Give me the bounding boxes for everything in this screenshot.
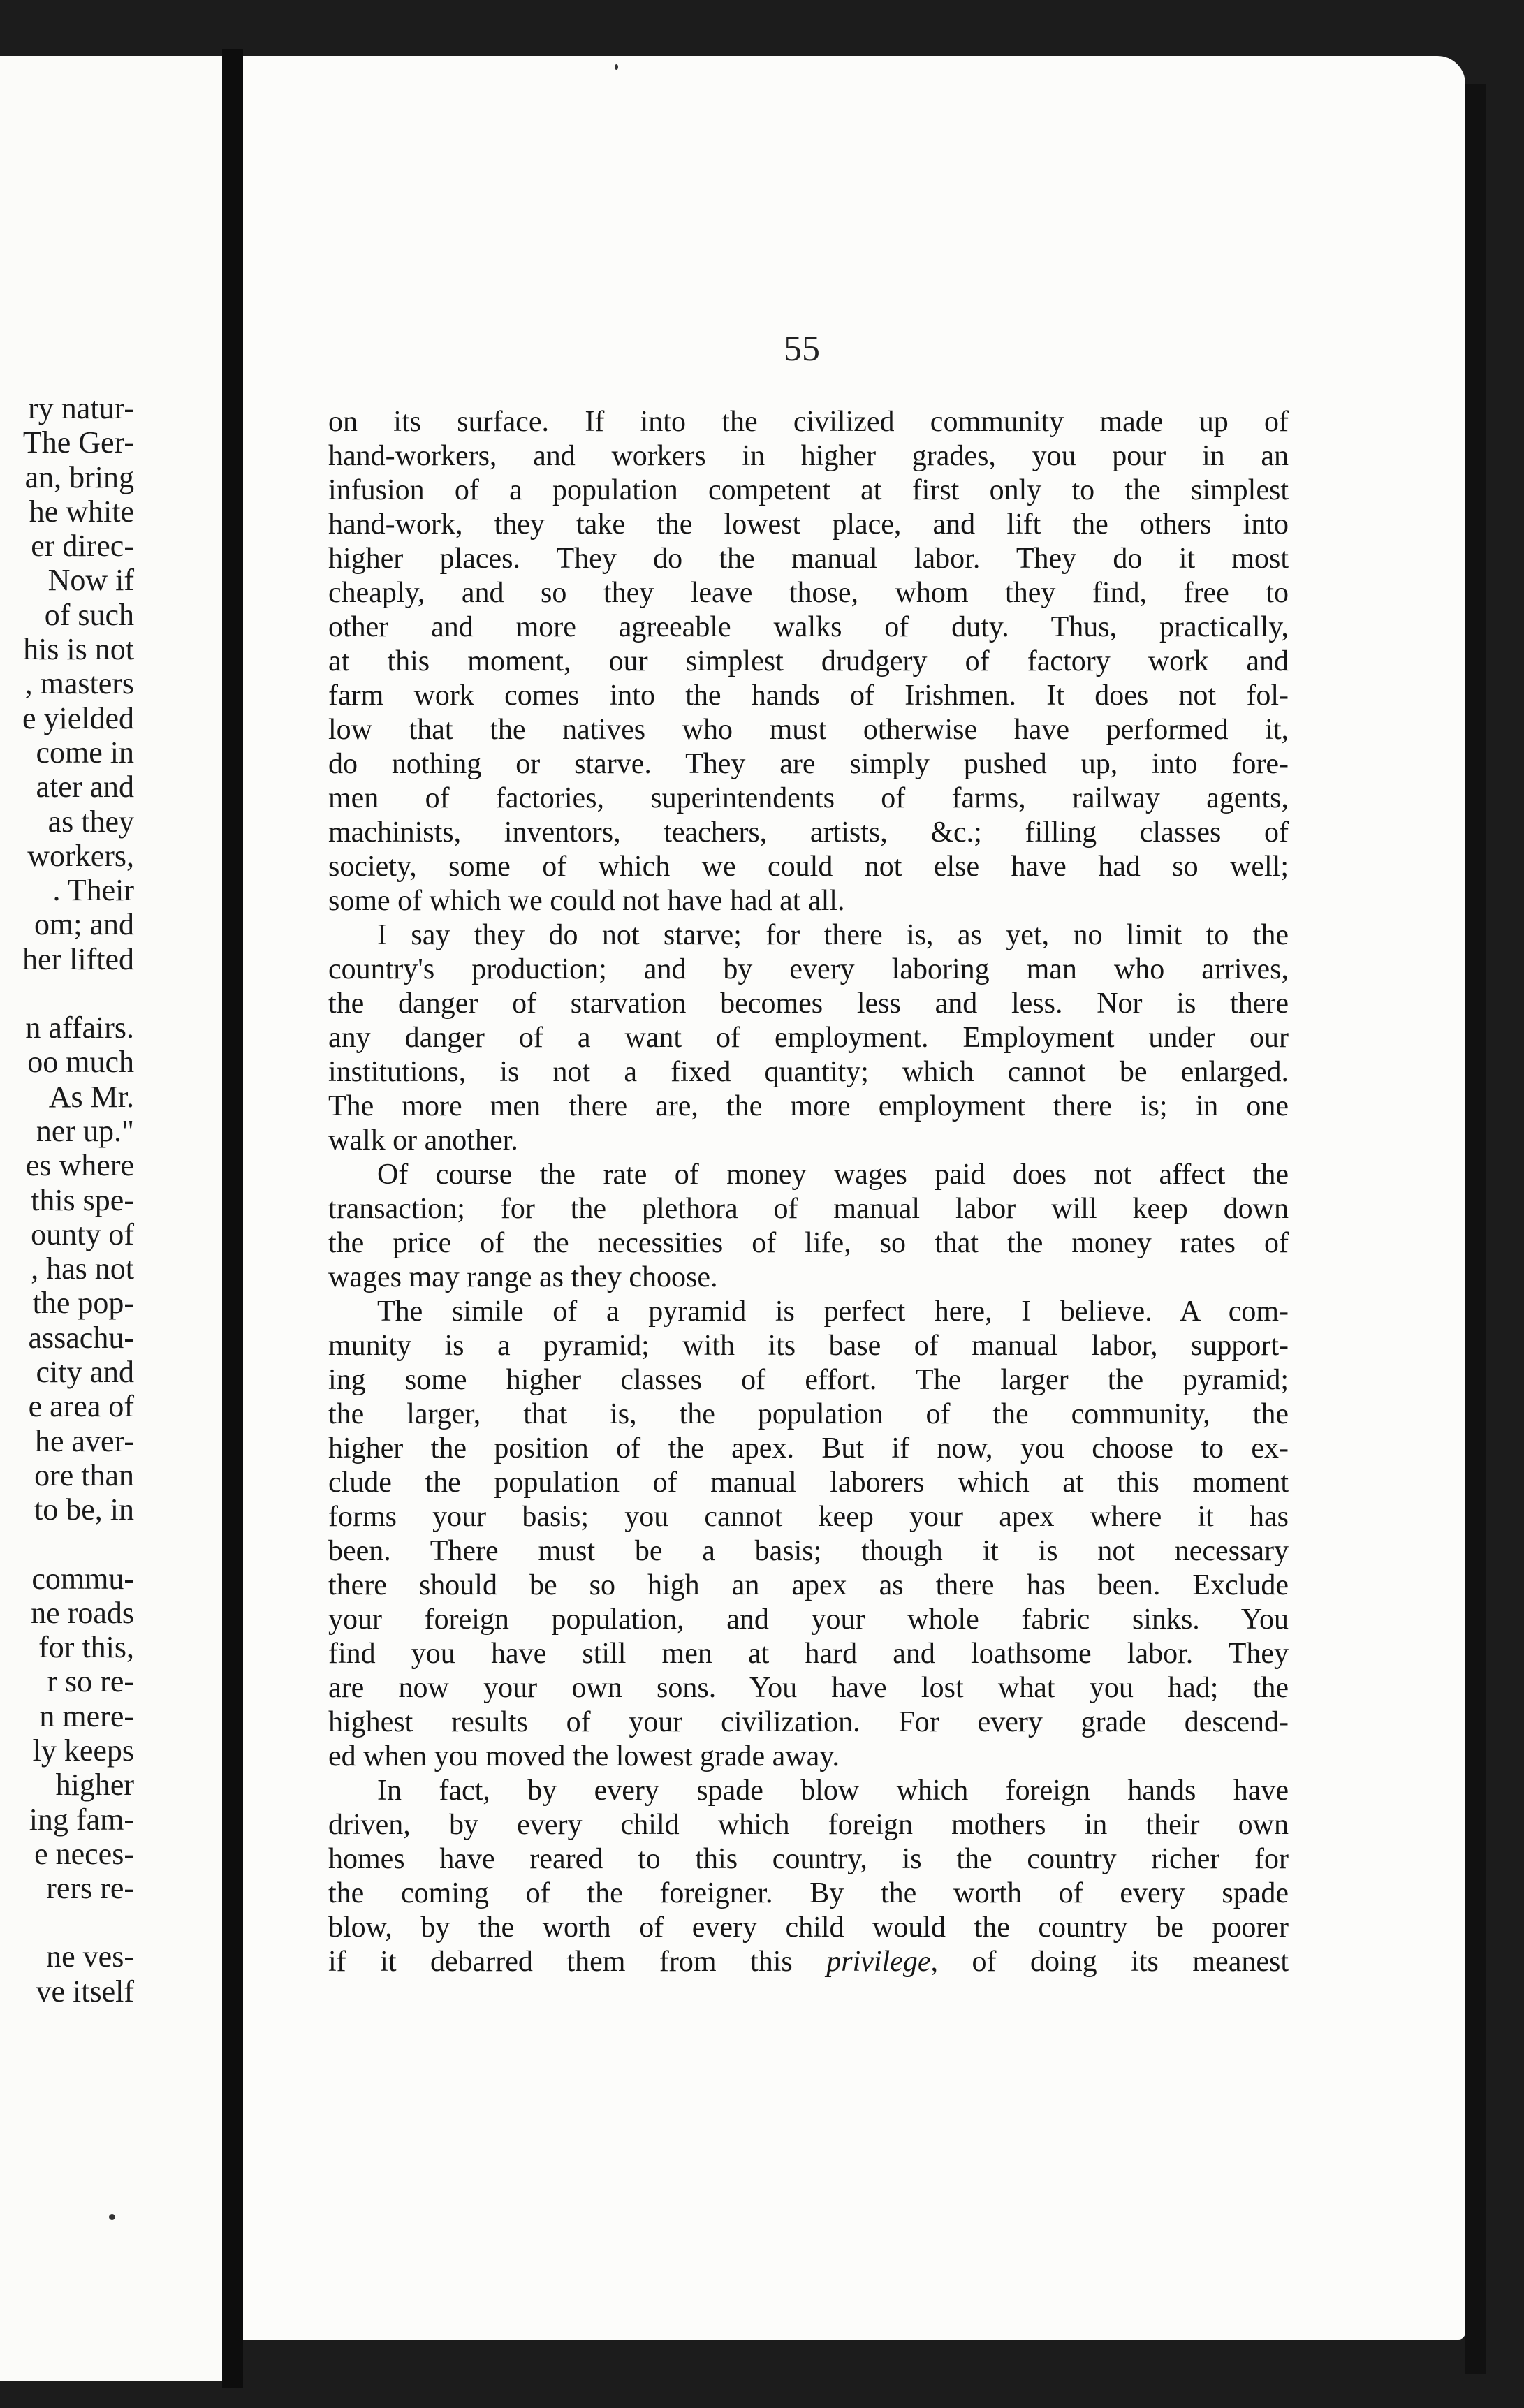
left-page-line: es where — [25, 1148, 134, 1183]
body-line: The simile of a pyramid is perfect here, I believe. A com- — [377, 1295, 1289, 1328]
ink-speck — [615, 64, 618, 70]
body-line: other and more agreeable walks of duty. Thus, practically, — [328, 611, 1289, 643]
final-line-start: if it debarred them from this — [328, 1946, 827, 1978]
left-page-line: oo much — [27, 1045, 134, 1080]
left-page-line: to be, in — [34, 1492, 134, 1527]
left-page-text — [0, 391, 134, 2009]
left-page-line: he white — [29, 494, 134, 529]
body-line: some of which we could not have had at all. — [328, 885, 845, 917]
left-page-line: ly keeps — [32, 1733, 134, 1768]
body-line: hand-work, they take the lowest place, and lift the others into — [328, 508, 1289, 541]
body-line: I say they do not starve; for there is, as yet, no limit to the — [377, 919, 1289, 951]
body-line: walk or another. — [328, 1124, 518, 1157]
left-page-line: ounty of — [31, 1217, 134, 1251]
left-page-line: e yielded — [22, 700, 134, 735]
body-line: there should be so high an apex as there has been. Exclude — [328, 1569, 1289, 1601]
left-page-line: ner up." — [36, 1113, 134, 1148]
left-page-line: this spe- — [31, 1182, 134, 1217]
left-page-line: rers re- — [46, 1871, 134, 1906]
body-line: farm work comes into the hands of Irishmen. It does not fol- — [328, 680, 1289, 712]
body-line: the price of the necessities of life, so that the money rates of — [328, 1227, 1289, 1259]
body-line: homes have reared to this country, is the country richer for — [328, 1843, 1289, 1875]
left-page-line: om; and — [34, 907, 134, 942]
body-line: find you have still men at hard and loathsome labor. They — [328, 1638, 1289, 1670]
body-line: at this moment, our simplest drudgery of factory work and — [328, 645, 1289, 677]
left-page-line: , has not — [31, 1251, 134, 1286]
body-line: infusion of a population competent at first only to the simplest — [328, 474, 1289, 506]
body-line: Of course the rate of money wages paid does not affect the — [377, 1159, 1289, 1191]
body-line: blow, by the worth of every child would the country be poorer — [328, 1911, 1289, 1944]
left-page-line: ne roads — [31, 1595, 134, 1630]
left-page-line: for this, — [38, 1630, 134, 1665]
body-line: ed when you moved the lowest grade away. — [328, 1740, 840, 1772]
body-line-final — [328, 1945, 1289, 1979]
body-line: transaction; for the plethora of manual labor will keep down — [328, 1193, 1289, 1225]
body-line: on its surface. If into the civilized community made up of — [328, 406, 1289, 438]
left-page-line — [0, 1905, 134, 1939]
left-page-line: her lifted — [22, 941, 134, 976]
body-line: machinists, inventors, teachers, artists, &c.; filling classes of — [328, 816, 1289, 849]
body-line: your foreign population, and your whole fabric sinks. You — [328, 1603, 1289, 1636]
body-line: munity is a pyramid; with its base of manual labor, support- — [328, 1330, 1289, 1362]
body-line: forms your basis; you cannot keep your apex where it has — [328, 1501, 1289, 1533]
body-line: higher places. They do the manual labor. They do it most — [328, 543, 1289, 575]
left-page-line: of such — [44, 597, 134, 632]
left-page-line: city and — [36, 1355, 134, 1390]
left-page-line: Now if — [47, 563, 134, 598]
left-page-line: ne ves- — [46, 1939, 134, 1974]
left-page-line: come in — [36, 735, 134, 770]
left-page-line: ater and — [36, 770, 134, 805]
body-line: the danger of starvation becomes less and less. Nor is there — [328, 988, 1289, 1020]
left-page-line: , masters — [24, 666, 134, 701]
left-page-line — [0, 1527, 134, 1562]
body-line: the larger, that is, the population of the community, the — [328, 1398, 1289, 1430]
body-line: cheaply, and so they leave those, whom they find, free to — [328, 577, 1289, 609]
book-gutter — [222, 49, 243, 2388]
body-line: hand-workers, and workers in higher grades, you pour in an — [328, 440, 1289, 472]
left-page-line: ore than — [34, 1458, 134, 1492]
left-page-line: the pop- — [32, 1286, 134, 1321]
left-page-line: n affairs. — [25, 1011, 134, 1045]
body-line: do nothing or starve. They are simply pushed up, into fore- — [328, 748, 1289, 780]
italic-word: privilege — [826, 1946, 931, 1978]
left-page-line: higher — [55, 1768, 134, 1803]
body-line: any danger of a want of employment. Employment under our — [328, 1022, 1289, 1054]
left-page-line: an, bring — [24, 460, 134, 494]
left-page-line: r so re- — [47, 1664, 134, 1699]
ink-dot — [109, 2214, 115, 2220]
left-page-line: The Ger- — [22, 425, 134, 460]
page-number: 55 — [784, 329, 820, 369]
page-edge — [1465, 84, 1486, 2374]
left-page-line: as they — [47, 804, 134, 839]
body-line: clude the population of manual laborers which at this moment — [328, 1467, 1289, 1499]
left-page-line: . Their — [52, 873, 134, 908]
body-line: institutions, is not a fixed quantity; which cannot be enlarged. — [328, 1056, 1289, 1088]
left-page-line: commu- — [31, 1561, 134, 1596]
body-line: low that the natives who must otherwise have performed it, — [328, 714, 1289, 746]
left-page-line: he aver- — [34, 1423, 134, 1458]
body-line: highest results of your civilization. For every grade descend- — [328, 1706, 1289, 1738]
body-line: higher the position of the apex. But if now, you choose to ex- — [328, 1432, 1289, 1464]
body-line: country's production; and by every laboring man who arrives, — [328, 953, 1289, 985]
left-page-line: e area of — [28, 1389, 134, 1424]
left-page-line: workers, — [27, 838, 134, 873]
body-line: men of factories, superintendents of farms, railway agents, — [328, 782, 1289, 814]
left-page-line: his is not — [23, 632, 134, 667]
final-line-end: , of doing its meanest — [930, 1946, 1289, 1978]
left-page-line — [0, 976, 134, 1011]
body-line: the coming of the foreigner. By the worth of every spade — [328, 1877, 1289, 1909]
left-page-line: e neces- — [34, 1836, 134, 1871]
left-page-line: er direc- — [31, 529, 134, 564]
left-page-line: assachu- — [28, 1320, 134, 1355]
body-line: are now your own sons. You have lost what you had; the — [328, 1672, 1289, 1704]
left-page-line: n mere- — [39, 1698, 134, 1733]
body-line: The more men there are, the more employment there is; in one — [328, 1090, 1289, 1122]
body-line: In fact, by every spade blow which foreign hands have — [377, 1775, 1289, 1807]
left-page-line: ve itself — [36, 1974, 134, 2009]
body-line: wages may range as they choose. — [328, 1261, 718, 1293]
body-line: driven, by every child which foreign mothers in their own — [328, 1809, 1289, 1841]
body-line: ing some higher classes of effort. The larger the pyramid; — [328, 1364, 1289, 1396]
left-page-line: ry natur- — [28, 391, 134, 425]
left-page-line: As Mr. — [48, 1079, 134, 1114]
body-text — [328, 405, 1289, 1979]
body-line: been. There must be a basis; though it is not necessary — [328, 1535, 1289, 1567]
left-page-line: ing fam- — [29, 1802, 134, 1837]
body-line: society, some of which we could not else have had so well; — [328, 851, 1289, 883]
